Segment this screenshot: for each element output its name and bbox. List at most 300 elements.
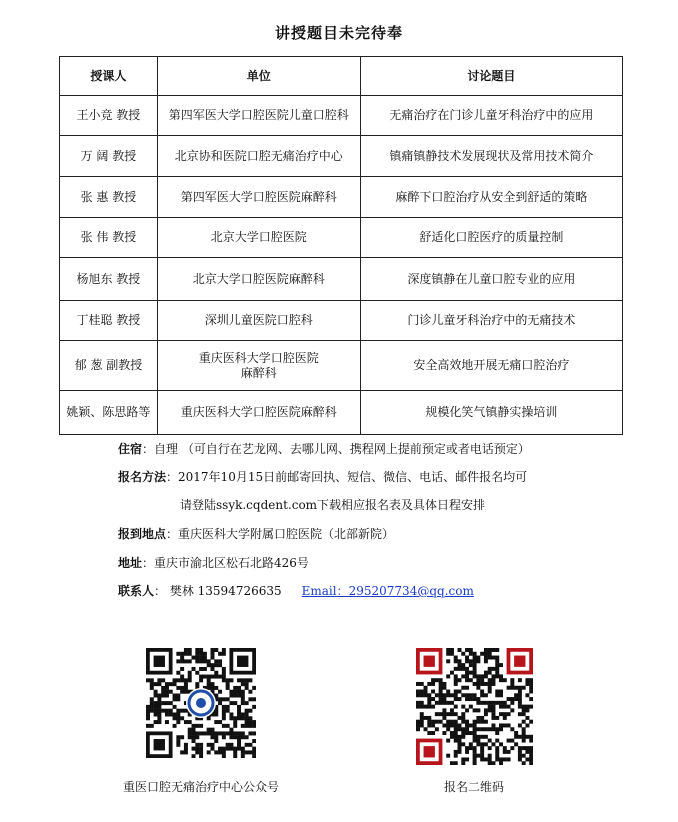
qr-module — [484, 735, 488, 739]
qr-module — [184, 648, 188, 652]
qr-module — [169, 690, 173, 694]
qr-module — [203, 659, 207, 663]
qr-module — [154, 709, 158, 713]
qr-module — [446, 712, 450, 716]
checkin-line — [118, 525, 394, 542]
qr-module — [435, 712, 439, 716]
qr-module — [237, 735, 241, 739]
qr-module — [510, 697, 514, 701]
qr-module — [229, 728, 233, 732]
qr-module — [203, 652, 207, 656]
qr-module — [469, 671, 473, 675]
qr-module — [525, 678, 529, 682]
qr-module — [454, 720, 458, 724]
qr-module — [233, 720, 237, 724]
qr-module — [210, 675, 214, 679]
qr-module — [252, 731, 256, 735]
qr-module — [507, 739, 511, 743]
qr-module — [518, 735, 522, 739]
qr-module — [431, 682, 435, 686]
qr-module — [518, 693, 522, 697]
qr-module — [241, 694, 245, 698]
qr-module — [491, 648, 495, 652]
qr-module — [150, 678, 154, 682]
qr-module — [241, 754, 245, 758]
qr-module — [469, 648, 473, 652]
qr-module — [226, 731, 230, 735]
qr-module — [150, 686, 154, 690]
qr-module — [442, 697, 446, 701]
qr-module — [458, 746, 462, 750]
qr-module — [241, 735, 245, 739]
qr-module — [157, 709, 161, 713]
qr-module — [454, 754, 458, 758]
qr-finder-pattern — [514, 656, 525, 667]
qr-module — [150, 701, 154, 705]
qr-module — [222, 705, 226, 709]
qr-module — [226, 682, 230, 686]
qr-module — [450, 648, 454, 652]
speaker-cell: 姚颖、陈思路等 — [60, 391, 158, 435]
register-qr-caption: 报名二维码 — [443, 780, 504, 794]
qr-module — [529, 754, 533, 758]
qr-module — [245, 724, 249, 728]
qr-module — [465, 723, 469, 727]
qr-module — [180, 716, 184, 720]
qr-module — [473, 659, 477, 663]
qr-module — [424, 686, 428, 690]
table-row — [60, 136, 623, 177]
qr-module — [465, 648, 469, 652]
qr-code-icon — [146, 648, 256, 758]
qr-module — [473, 663, 477, 667]
qr-module — [237, 686, 241, 690]
qr-module — [195, 735, 199, 739]
qr-module — [529, 735, 533, 739]
qr-module — [180, 652, 184, 656]
qr-module — [420, 723, 424, 727]
qr-module — [150, 705, 154, 709]
qr-module — [458, 716, 462, 720]
topic-cell: 门诊儿童牙科治疗中的无痛技术 — [360, 301, 622, 341]
qr-module — [507, 750, 511, 754]
qr-module — [237, 694, 241, 698]
qr-module — [454, 712, 458, 716]
qr-module — [222, 754, 226, 758]
qr-finder-pattern — [154, 739, 165, 750]
qr-module — [476, 674, 480, 678]
qr-module — [233, 724, 237, 728]
qr-module — [484, 682, 488, 686]
qr-module — [503, 723, 507, 727]
topic-cell: 麻醉下口腔治疗从安全到舒适的策略 — [360, 177, 622, 218]
qr-module — [480, 727, 484, 731]
qr-module — [491, 674, 495, 678]
qr-module — [446, 727, 450, 731]
qr-module — [450, 708, 454, 712]
qr-module — [233, 750, 237, 754]
qr-module — [488, 652, 492, 656]
qr-module — [427, 701, 431, 705]
qr-module — [450, 720, 454, 724]
speaker-cell: 王小竞 教授 — [60, 96, 158, 136]
qr-module — [499, 678, 503, 682]
qr-module — [495, 731, 499, 735]
qr-module — [199, 656, 203, 660]
qr-module — [192, 754, 196, 758]
qr-module — [214, 739, 218, 743]
qr-module — [218, 663, 222, 667]
qr-module — [207, 743, 211, 747]
qr-module — [529, 750, 533, 754]
qr-module — [192, 731, 196, 735]
qr-module — [199, 754, 203, 758]
qr-module — [454, 735, 458, 739]
qr-module — [154, 701, 158, 705]
register-label: 报名方法 — [118, 470, 167, 484]
qr-module — [480, 678, 484, 682]
qr-module — [454, 659, 458, 663]
qr-module — [237, 739, 241, 743]
qr-module — [484, 712, 488, 716]
qr-module — [446, 674, 450, 678]
qr-module — [237, 747, 241, 751]
qr-module — [248, 690, 252, 694]
qr-module — [252, 747, 256, 751]
qr-module — [529, 746, 533, 750]
qr-module — [473, 746, 477, 750]
qr-module — [458, 723, 462, 727]
qr-module — [154, 690, 158, 694]
qr-module — [484, 671, 488, 675]
qr-module — [458, 690, 462, 694]
qr-module — [218, 690, 222, 694]
qr-module — [188, 720, 192, 724]
qr-module — [176, 678, 180, 682]
qr-module — [226, 678, 230, 682]
wechat-qr-code — [146, 648, 256, 762]
qr-module — [188, 735, 192, 739]
qr-module — [161, 686, 165, 690]
qr-finder-pattern — [424, 746, 435, 757]
qr-module — [488, 678, 492, 682]
qr-module — [484, 708, 488, 712]
qr-module — [214, 659, 218, 663]
qr-module — [522, 727, 526, 731]
qr-module — [237, 731, 241, 735]
qr-module — [499, 727, 503, 731]
qr-module — [207, 663, 211, 667]
qr-module — [180, 709, 184, 713]
email-link[interactable]: Email：295207734@qq.com — [301, 584, 474, 598]
qr-module — [222, 671, 226, 675]
qr-module — [458, 648, 462, 652]
qr-module — [491, 678, 495, 682]
unit-line-1: 重庆医科大学口腔医院 — [198, 350, 319, 365]
qr-module — [222, 712, 226, 716]
qr-module — [210, 648, 214, 652]
qr-module — [465, 697, 469, 701]
qr-module — [241, 697, 245, 701]
qr-module — [248, 724, 252, 728]
qr-module — [195, 682, 199, 686]
qr-module — [499, 757, 503, 761]
qr-module — [514, 686, 518, 690]
qr-module — [176, 743, 180, 747]
qr-module — [484, 674, 488, 678]
qr-module — [465, 659, 469, 663]
qr-module — [439, 701, 443, 705]
qr-module — [484, 742, 488, 746]
qr-module — [424, 693, 428, 697]
qr-module — [161, 701, 165, 705]
qr-module — [446, 690, 450, 694]
qr-module — [525, 716, 529, 720]
qr-module — [431, 705, 435, 709]
qr-module — [469, 652, 473, 656]
qr-code-icon — [416, 648, 533, 765]
qr-module — [157, 697, 161, 701]
qr-module — [154, 682, 158, 686]
qr-module — [252, 739, 256, 743]
qr-module — [510, 701, 514, 705]
unit-cell — [157, 341, 360, 391]
qr-module — [188, 652, 192, 656]
qr-module — [476, 659, 480, 663]
qr-module — [245, 743, 249, 747]
qr-module — [229, 690, 233, 694]
qr-module — [491, 682, 495, 686]
qr-module — [245, 712, 249, 716]
qr-module — [416, 690, 420, 694]
qr-module — [199, 678, 203, 682]
qr-module — [458, 697, 462, 701]
qr-module — [458, 727, 462, 731]
qr-module — [207, 750, 211, 754]
unit-cell: 第四军医大学口腔医院儿童口腔科 — [157, 96, 360, 136]
qr-module — [488, 757, 492, 761]
qr-module — [446, 701, 450, 705]
qr-module — [210, 652, 214, 656]
qr-module — [465, 678, 469, 682]
qr-module — [229, 747, 233, 751]
qr-module — [431, 678, 435, 682]
qr-module — [480, 674, 484, 678]
qr-module — [454, 761, 458, 765]
qr-module — [488, 746, 492, 750]
qr-module — [525, 735, 529, 739]
qr-module — [199, 659, 203, 663]
qr-module — [499, 712, 503, 716]
qr-module — [218, 750, 222, 754]
qr-module — [210, 747, 214, 751]
qr-module — [222, 652, 226, 656]
qr-module — [503, 716, 507, 720]
qr-module — [180, 656, 184, 660]
qr-module — [420, 682, 424, 686]
qr-module — [461, 731, 465, 735]
qr-module — [503, 746, 507, 750]
qr-module — [241, 731, 245, 735]
qr-module — [218, 731, 222, 735]
qr-module — [484, 727, 488, 731]
qr-module — [226, 705, 230, 709]
qr-module — [176, 686, 180, 690]
register-text: ：2017年10月15日前邮寄回执、短信、微信、电话、邮件报名均可 — [166, 470, 528, 484]
qr-module — [518, 701, 522, 705]
qr-module — [229, 716, 233, 720]
speaker-cell: 张 惠 教授 — [60, 177, 158, 218]
qr-module — [465, 667, 469, 671]
qr-module — [184, 750, 188, 754]
qr-module — [439, 690, 443, 694]
qr-module — [480, 690, 484, 694]
qr-module — [525, 757, 529, 761]
qr-module — [210, 735, 214, 739]
qr-module — [237, 743, 241, 747]
qr-module — [203, 675, 207, 679]
qr-module — [522, 735, 526, 739]
qr-module — [210, 728, 214, 732]
qr-module — [488, 708, 492, 712]
qr-module — [245, 709, 249, 713]
qr-module — [484, 659, 488, 663]
qr-module — [454, 697, 458, 701]
qr-module — [461, 667, 465, 671]
qr-module — [473, 708, 477, 712]
qr-module — [416, 720, 420, 724]
qr-module — [476, 678, 480, 682]
topic-cell: 舒适化口腔医疗的质量控制 — [360, 218, 622, 258]
qr-module — [431, 723, 435, 727]
qr-module — [442, 682, 446, 686]
qr-module — [469, 705, 473, 709]
qr-module — [245, 678, 249, 682]
qr-module — [427, 693, 431, 697]
qr-module — [446, 648, 450, 652]
qr-module — [176, 652, 180, 656]
qr-module — [507, 712, 511, 716]
qr-module — [176, 712, 180, 716]
qr-module — [499, 690, 503, 694]
qr-module — [184, 743, 188, 747]
qr-module — [241, 712, 245, 716]
qr-module — [184, 652, 188, 656]
qr-module — [424, 705, 428, 709]
qr-module — [446, 720, 450, 724]
qr-module — [491, 701, 495, 705]
table-row — [60, 301, 623, 341]
qr-module — [488, 727, 492, 731]
qr-module — [146, 709, 150, 713]
qr-module — [420, 716, 424, 720]
qr-module — [218, 701, 222, 705]
qr-module — [218, 675, 222, 679]
qr-module — [514, 697, 518, 701]
qr-module — [473, 693, 477, 697]
qr-module — [473, 761, 477, 765]
qr-module — [207, 731, 211, 735]
qr-module — [161, 709, 165, 713]
qr-module — [226, 747, 230, 751]
qr-module — [476, 735, 480, 739]
qr-module — [420, 693, 424, 697]
qr-module — [446, 693, 450, 697]
qr-module — [495, 757, 499, 761]
qr-module — [480, 693, 484, 697]
qr-module — [476, 697, 480, 701]
qr-module — [491, 761, 495, 765]
qr-finder-pattern — [237, 656, 248, 667]
qr-module — [518, 723, 522, 727]
qr-module — [248, 750, 252, 754]
qr-module — [461, 693, 465, 697]
qr-module — [424, 690, 428, 694]
qr-module — [169, 701, 173, 705]
qr-module — [199, 750, 203, 754]
qr-module — [184, 682, 188, 686]
qr-module — [529, 761, 533, 765]
qr-module — [248, 720, 252, 724]
qr-module — [495, 701, 499, 705]
qr-module — [424, 716, 428, 720]
qr-module — [442, 723, 446, 727]
register-line-2: 请登陆ssyk.cqdent.com下载相应报名表及具体日程安排 — [180, 498, 486, 512]
table-row — [60, 218, 623, 258]
qr-module — [218, 747, 222, 751]
qr-module — [184, 747, 188, 751]
qr-module — [507, 686, 511, 690]
lodging-text: ：自理 （可自行在艺龙网、去哪儿网、携程网上提前预定或者电话预定） — [142, 442, 530, 456]
qr-module — [169, 682, 173, 686]
qr-module — [248, 743, 252, 747]
qr-module — [473, 731, 477, 735]
qr-module — [157, 705, 161, 709]
qr-module — [427, 716, 431, 720]
qr-module — [522, 720, 526, 724]
qr-module — [207, 682, 211, 686]
qr-module — [522, 739, 526, 743]
qr-module — [207, 678, 211, 682]
qr-module — [203, 667, 207, 671]
qr-module — [522, 705, 526, 709]
qr-module — [184, 659, 188, 663]
qr-module — [210, 686, 214, 690]
qr-module — [237, 712, 241, 716]
qr-module — [210, 663, 214, 667]
qr-module — [184, 678, 188, 682]
qr-module — [245, 750, 249, 754]
qr-module — [518, 757, 522, 761]
qr-module — [176, 659, 180, 663]
qr-module — [427, 723, 431, 727]
qr-module — [454, 723, 458, 727]
qr-module — [439, 682, 443, 686]
table-row — [60, 177, 623, 218]
qr-module — [488, 656, 492, 660]
qr-module — [458, 663, 462, 667]
qr-module — [180, 678, 184, 682]
qr-module — [458, 742, 462, 746]
qr-module — [465, 746, 469, 750]
wechat-qr-caption: 重医口腔无痛治疗中心公众号 — [122, 780, 279, 794]
qr-module — [499, 723, 503, 727]
qr-module — [195, 659, 199, 663]
qr-module — [461, 712, 465, 716]
qr-module — [454, 693, 458, 697]
qr-module — [495, 727, 499, 731]
qr-module — [442, 716, 446, 720]
